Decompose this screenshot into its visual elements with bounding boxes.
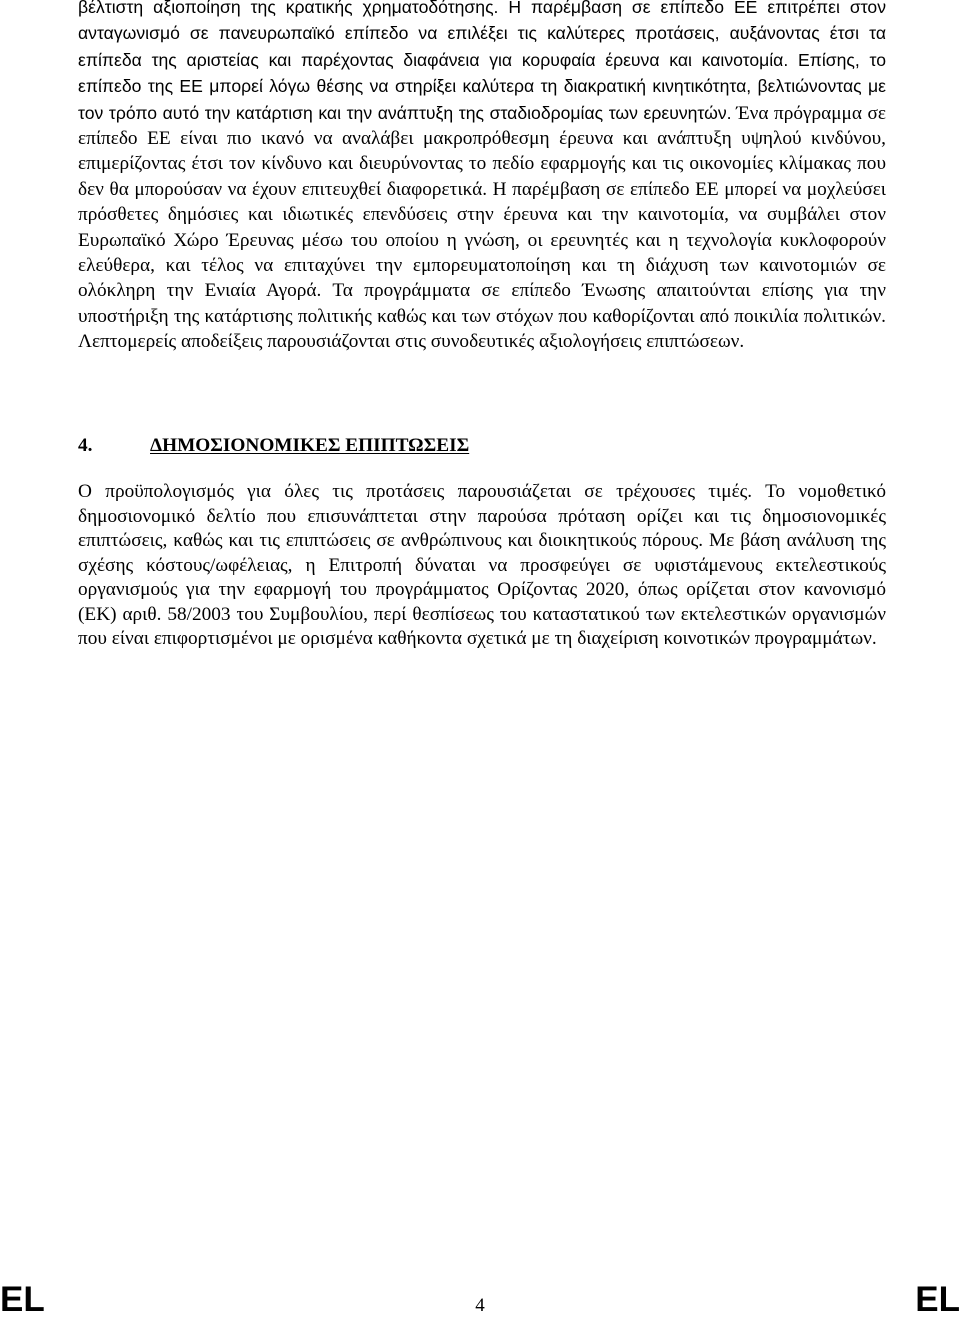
body-paragraph-2: Ο προϋπολογισμός για όλες τις προτάσεις παρουσιάζεται σε τρέχουσες τιμές. Το νομοθετικό δημοσιονομικό δελτίο που επισυνάπτεται στην παρούσα πρόταση ορίζει και τις δημοσιονομικές επιπτώσεις, καθώς και τις επιπτώσεις σε ανθρώπινους και διοικητικούς πόρους. Με βάση ανάλυση της σχέσης κόστους/ωφέλειας, η Επιτροπή δύναται να προσφεύγει σε υφιστάμενους εκτελεστικούς οργανισμούς για την εφαρμογή του προγράμματος Ορίζοντας 2020, όπως ορίζεται στον κανονισμό (ΕΚ) αριθ. 58/2003 του Συμβουλίου, περί θεσπίσεως του καταστατικού των εκτελεστικών οργανισμών που είναι επιφορτισμένοι με ορισμένα καθήκοντα σχετικά με τη διαχείριση κοινοτικών προγραμμάτων. [78, 481, 886, 649]
paragraph-1-serif-text: Ένα πρόγραμμα σε επίπεδο ΕΕ είναι πιο ικανό να αναλάβει μακροπρόθεσμη έρευνα και ανάπτυξη υψηλού κινδύνου, επιμερίζοντας έτσι τον κίνδυνο και διευρύνοντας το πεδίο εφαρμογής και τις οικονομίες κλίμακας που δεν θα μπορούσαν να έχουν επιτευχθεί διαφορετικά. Η παρέμβαση σε επίπεδο ΕΕ μπορεί να μοχλεύσει πρόσθετες δημόσιες και ιδιωτικές επενδύσεις στην έρευνα και την καινοτομία, να συμβάλει στον Ευρωπαϊκό Χώρο Έρευνας μέσω του οποίου η γνώση, οι ερευνητές και η τεχνολογία κυκλοφορούν ελεύθερα, και τέλος να επιταχύνει την εμπορευματοποίηση και τη διάχυση των καινοτομιών σε ολόκληρη την Ενιαία Αγορά. Τα προγράμματα σε επίπεδο Ένωσης απαιτούνται επίσης για την υποστήριξη της κατάρτισης πολιτικής καθώς και των στόχων που καθορίζονται από ποικιλία πολιτικών. Λεπτομερείς αποδείξεις παρουσιάζονται στις συνοδευτικές αξιολογήσεις επιπτώσεων. [78, 102, 886, 353]
section-number: 4. [78, 435, 93, 456]
section-heading [78, 434, 886, 458]
section-title: ΔΗΜΟΣΙΟΝΟΜΙΚΕΣ ΕΠΙΠΤΩΣΕΙΣ [150, 435, 470, 456]
language-code-right: EL [915, 1280, 960, 1319]
language-code-left: EL [0, 1280, 45, 1319]
paragraph-1-sans-text: βέλτιστη αξιοποίηση της κρατικής χρηματοδότησης. Η παρέμβαση σε επίπεδο ΕΕ επιτρέπει στον ανταγωνισμό σε πανευρωπαϊκό επίπεδο να επιλέξει τις καλύτερες προτάσεις, αυξάνοντας έτσι τα επίπεδα της αριστείας και παρέχοντας διαφάνεια για κορυφαία έρευνα και καινοτομία. Επίσης, το επίπεδο της ΕΕ μπορεί λόγω θέσης να στηρίξει καλύτερα τη διακρατική κινητικότητα, βελτιώνοντας με τον τρόπο αυτό την κατάρτιση και την ανάπτυξη της σταδιοδρομίας των ερευνητών. [78, 0, 886, 123]
page-footer [0, 1280, 960, 1320]
page-number: 4 [475, 1295, 485, 1316]
body-paragraph-1 [78, 0, 886, 356]
